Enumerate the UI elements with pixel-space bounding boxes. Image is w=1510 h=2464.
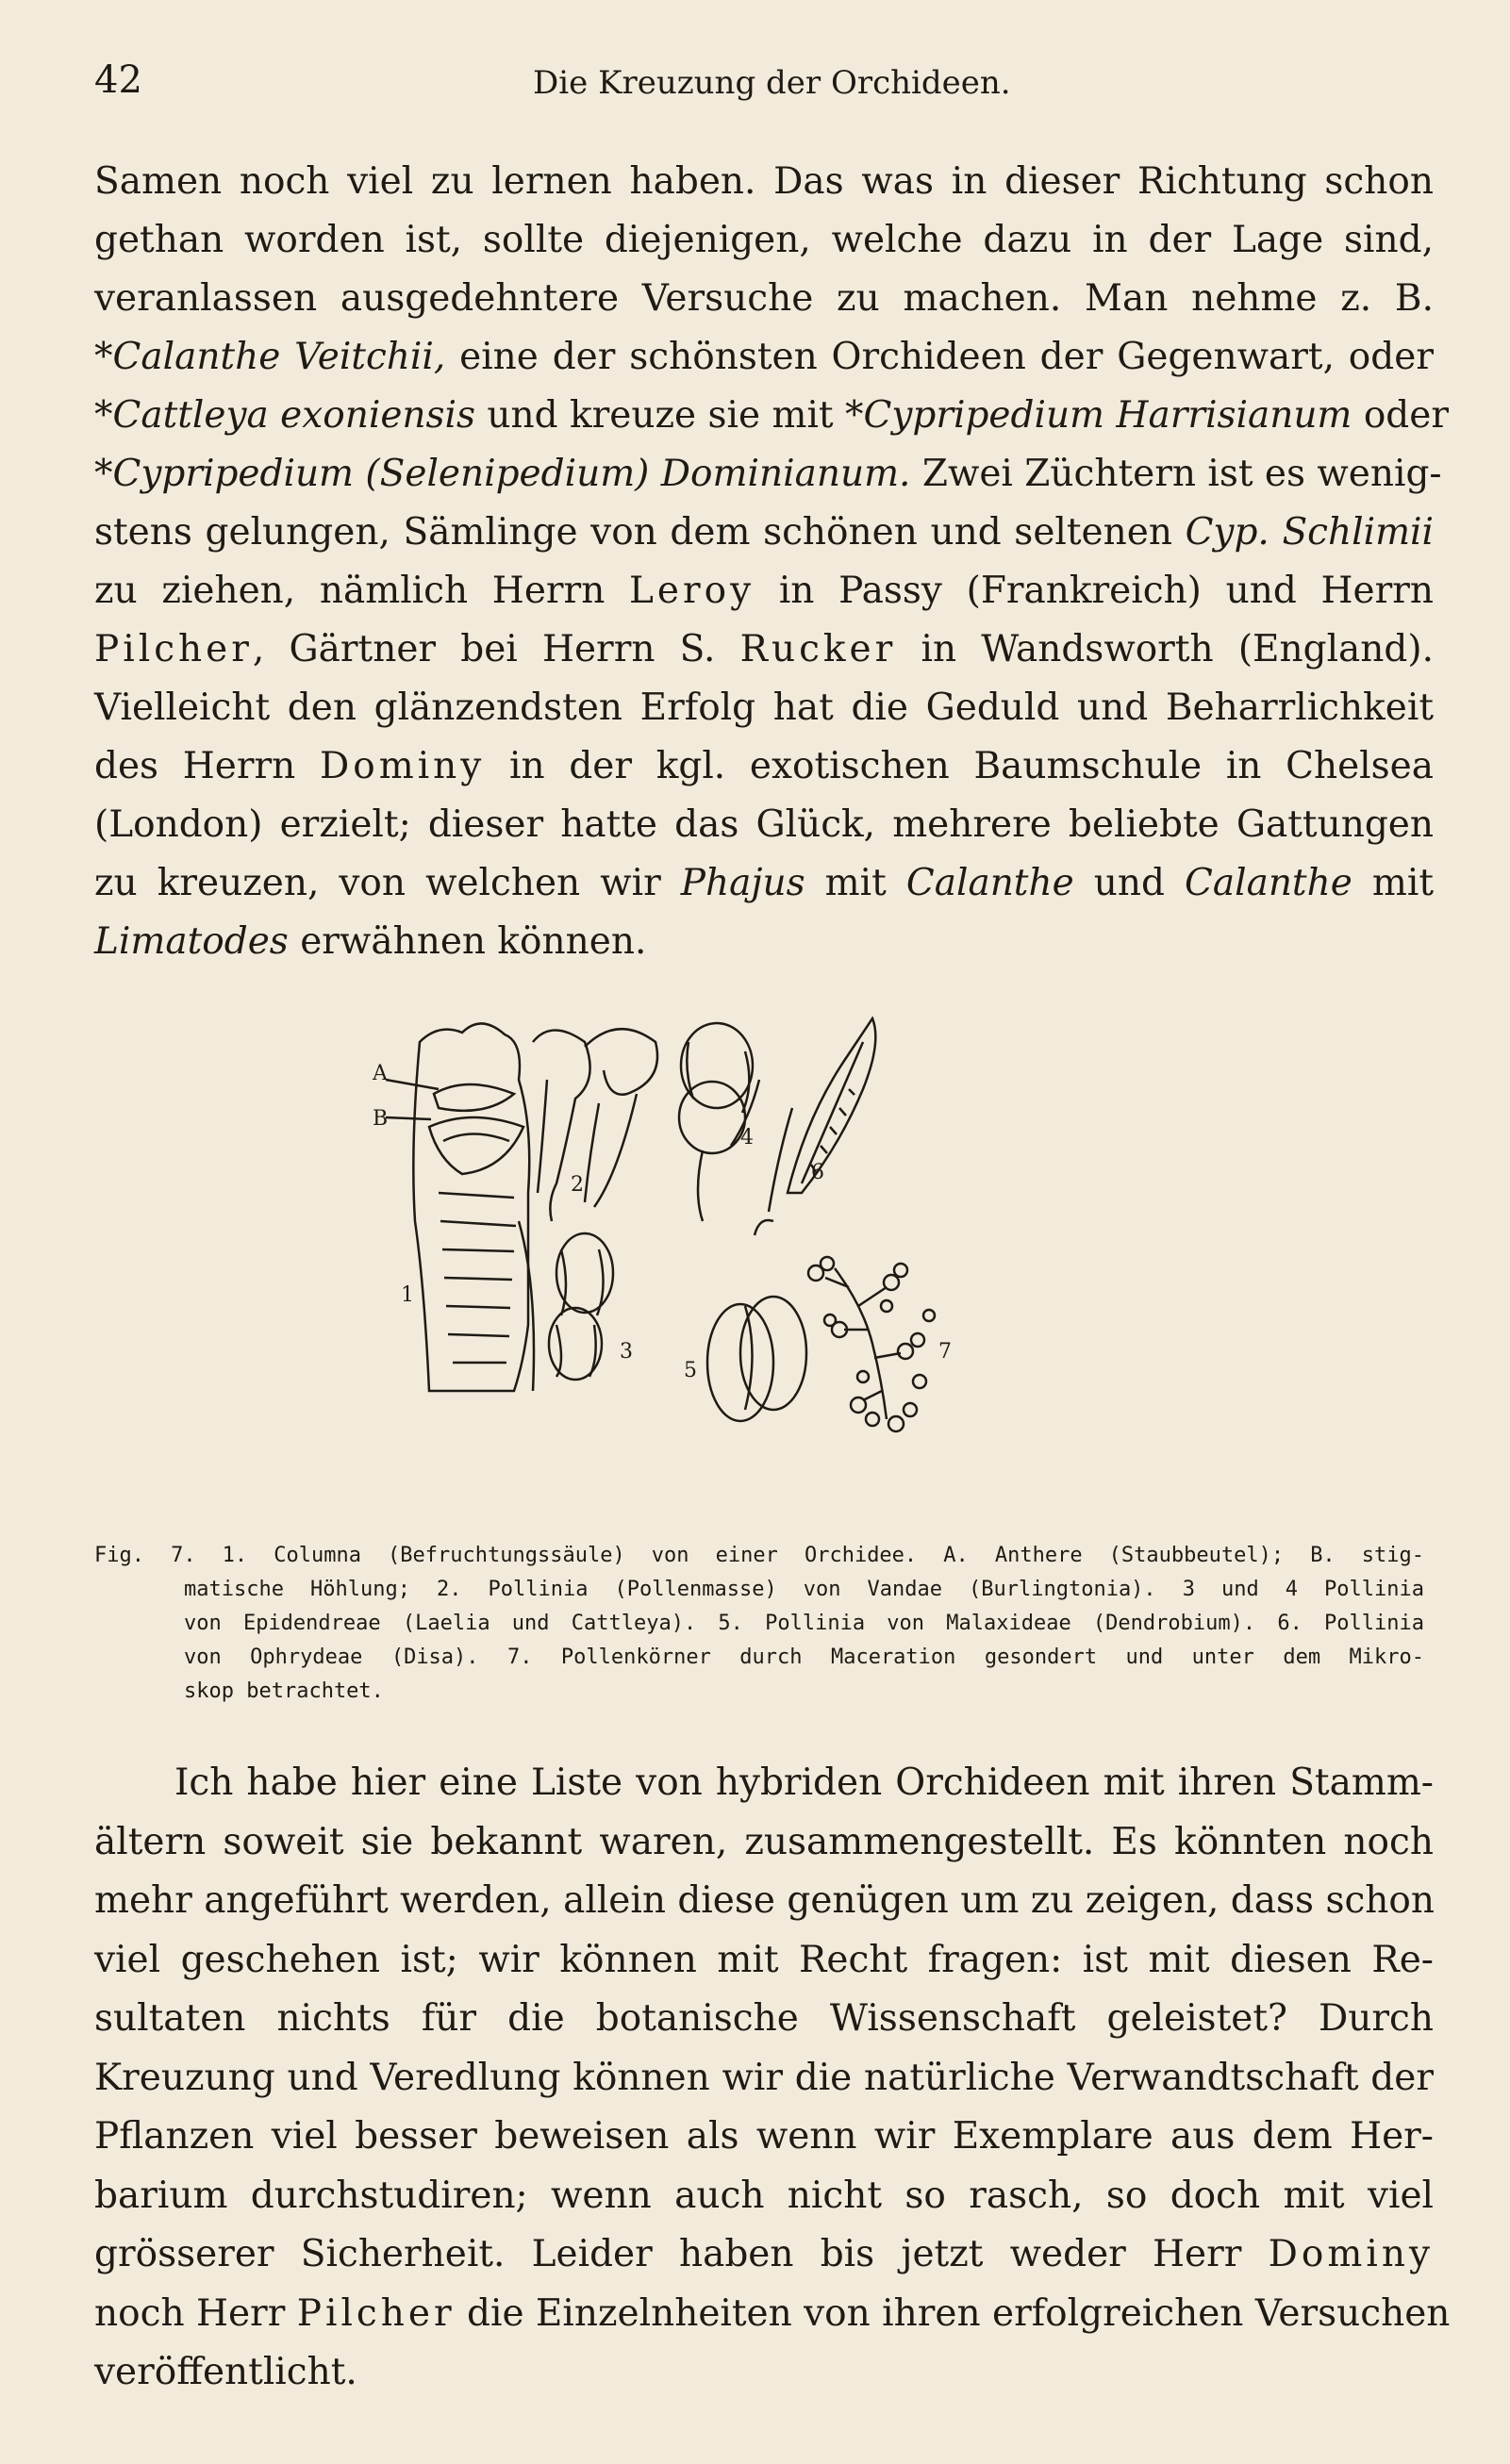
text-line: Vielleicht den glänzendsten Erfolg hat die Geduld und Beharrlichkeit xyxy=(94,686,1434,729)
text-line: gethan worden ist, sollte diejenigen, welche dazu in der Lage sind, xyxy=(94,219,1434,261)
text-line: *Cypripedium (Selenipedium) Dominianum. Zwei Züchtern ist es wenig- xyxy=(94,453,1442,495)
text-line: *Calanthe Veitchii, eine der schönsten Orchideen der Gegenwart, oder xyxy=(94,336,1434,378)
text-line: Pflanzen viel besser beweisen als wenn wir Exemplare aus dem Her- xyxy=(94,2115,1434,2158)
person-name: Dominy xyxy=(319,745,486,787)
figure-label-6: 6 xyxy=(811,1161,824,1184)
figure-label-B: B xyxy=(373,1107,389,1131)
person-name: Rucker xyxy=(739,628,897,670)
figure-label-7: 7 xyxy=(938,1340,952,1364)
text-line: veröffentlicht. xyxy=(94,2351,357,2393)
text-line: Ich habe hier eine Liste von hybriden Orchideen mit ihren Stamm- xyxy=(174,1761,1434,1804)
text-line: zu ziehen, nämlich Herrn Leroy in Passy (Frankreich) und Herrn xyxy=(94,570,1434,612)
pollinia-vandae-drawing xyxy=(533,1029,657,1221)
genus-name: Calanthe xyxy=(1185,862,1352,904)
text-line: ältern soweit sie bekannt waren, zusammengestellt. Es könnten noch xyxy=(94,1820,1434,1863)
running-head: Die Kreuzung der Orchideen. xyxy=(533,64,1011,102)
caption-line: skop betrachtet. xyxy=(184,1679,384,1703)
figure-label-A: A xyxy=(373,1062,388,1085)
pollen-grains-drawing xyxy=(808,1257,935,1431)
caption-line: von Epidendreae (Laelia und Cattleya). 5. Pollinia von Malaxideae (Dendrobium). 6. Pollinia xyxy=(184,1612,1424,1635)
orchid-figure xyxy=(373,1004,1146,1532)
text-line: barium durchstudiren; wenn auch nicht so rasch, so doch mit viel xyxy=(94,2174,1434,2217)
figure-caption xyxy=(94,1539,1424,1709)
genus-name: Phajus xyxy=(680,862,805,904)
column-drawing xyxy=(413,1023,534,1391)
pollinia-dendrobium-drawing xyxy=(707,1297,806,1421)
genus-name: Calanthe xyxy=(905,862,1074,904)
figure-label-2: 2 xyxy=(571,1173,584,1197)
genus-name: Limatodes xyxy=(94,920,289,963)
page-number: 42 xyxy=(94,58,142,102)
figure-label-5: 5 xyxy=(684,1359,697,1382)
text-line: mehr angeführt werden, allein diese genügen um zu zeigen, dass schon xyxy=(94,1879,1435,1922)
person-name: Leroy xyxy=(629,570,755,612)
text-line: sultaten nichts für die botanische Wissenschaft geleistet? Durch xyxy=(94,1997,1434,2040)
person-name: Pilcher xyxy=(296,2291,456,2335)
figure-label-3: 3 xyxy=(620,1340,633,1364)
figure-label-4: 4 xyxy=(740,1126,754,1149)
pollinia-epidendreae-drawing xyxy=(549,1233,613,1380)
text-line: zu kreuzen, von welchen wir Phajus mit Calanthe und Calanthe mit xyxy=(94,862,1434,904)
species-name: *Cypripedium Harrisianum xyxy=(845,394,1352,437)
text-line: Samen noch viel zu lernen haben. Das was in dieser Richtung schon xyxy=(94,160,1434,203)
caption-line: Fig. 7. 1. Columna (Befruchtungssäule) von einer Orchidee. A. Anthere (Staubbeutel); B. stig- xyxy=(94,1544,1424,1567)
pollinia-disa-drawing xyxy=(755,1018,875,1235)
person-name: Pilcher xyxy=(94,628,253,670)
orchid-illustration xyxy=(373,1004,1146,1532)
text-line: des Herrn Dominy in der kgl. exotischen Baumschule in Chelsea xyxy=(94,745,1434,787)
species-name: Cyp. Schlimii xyxy=(1185,511,1434,554)
page-header xyxy=(94,58,1434,115)
caption-line: matische Höhlung; 2. Pollinia (Pollenmasse) von Vandae (Burlingtonia). 3 und 4 Pollinia xyxy=(184,1578,1424,1601)
paragraph-1 xyxy=(94,153,1449,971)
text-line: *Cattleya exoniensis und kreuze sie mit *Cypripedium Harrisianum oder xyxy=(94,394,1449,437)
text-line: Kreuzung und Veredlung können wir die natürliche Verwandtschaft der xyxy=(94,2056,1434,2099)
text-line: viel geschehen ist; wir können mit Recht fragen: ist mit diesen Re- xyxy=(94,1938,1434,1981)
text-line: (London) erzielt; dieser hatte das Glück, mehrere beliebte Gattungen xyxy=(94,803,1434,846)
figure-label-1: 1 xyxy=(401,1283,414,1307)
text-line: grösserer Sicherheit. Leider haben bis jetzt weder Herr Dominy xyxy=(94,2233,1434,2275)
species-name: *Cypripedium (Selenipedium) Dominianum. xyxy=(94,453,911,495)
text-line: noch Herr Pilcher die Einzelnheiten von ihren erfolgreichen Versuchen xyxy=(94,2291,1451,2335)
person-name: Dominy xyxy=(1268,2233,1434,2275)
text-line: stens gelungen, Sämlinge von dem schönen und seltenen Cyp. Schlimii xyxy=(94,511,1434,554)
pollinia-cattleya-drawing xyxy=(679,1023,759,1221)
paragraph-2 xyxy=(94,1754,1451,2403)
text-line: Limatodes erwähnen können. xyxy=(94,920,647,963)
species-name: *Calanthe Veitchii, xyxy=(94,336,446,378)
caption-line: von Ophrydeae (Disa). 7. Pollenkörner durch Maceration gesondert und unter dem Mikro- xyxy=(184,1645,1424,1669)
text-line: veranlassen ausgedehntere Versuche zu machen. Man nehme z. B. xyxy=(94,277,1434,320)
text-line: Pilcher, Gärtner bei Herrn S. Rucker in Wandsworth (England). xyxy=(94,628,1435,670)
species-name: *Cattleya exoniensis xyxy=(94,394,476,437)
